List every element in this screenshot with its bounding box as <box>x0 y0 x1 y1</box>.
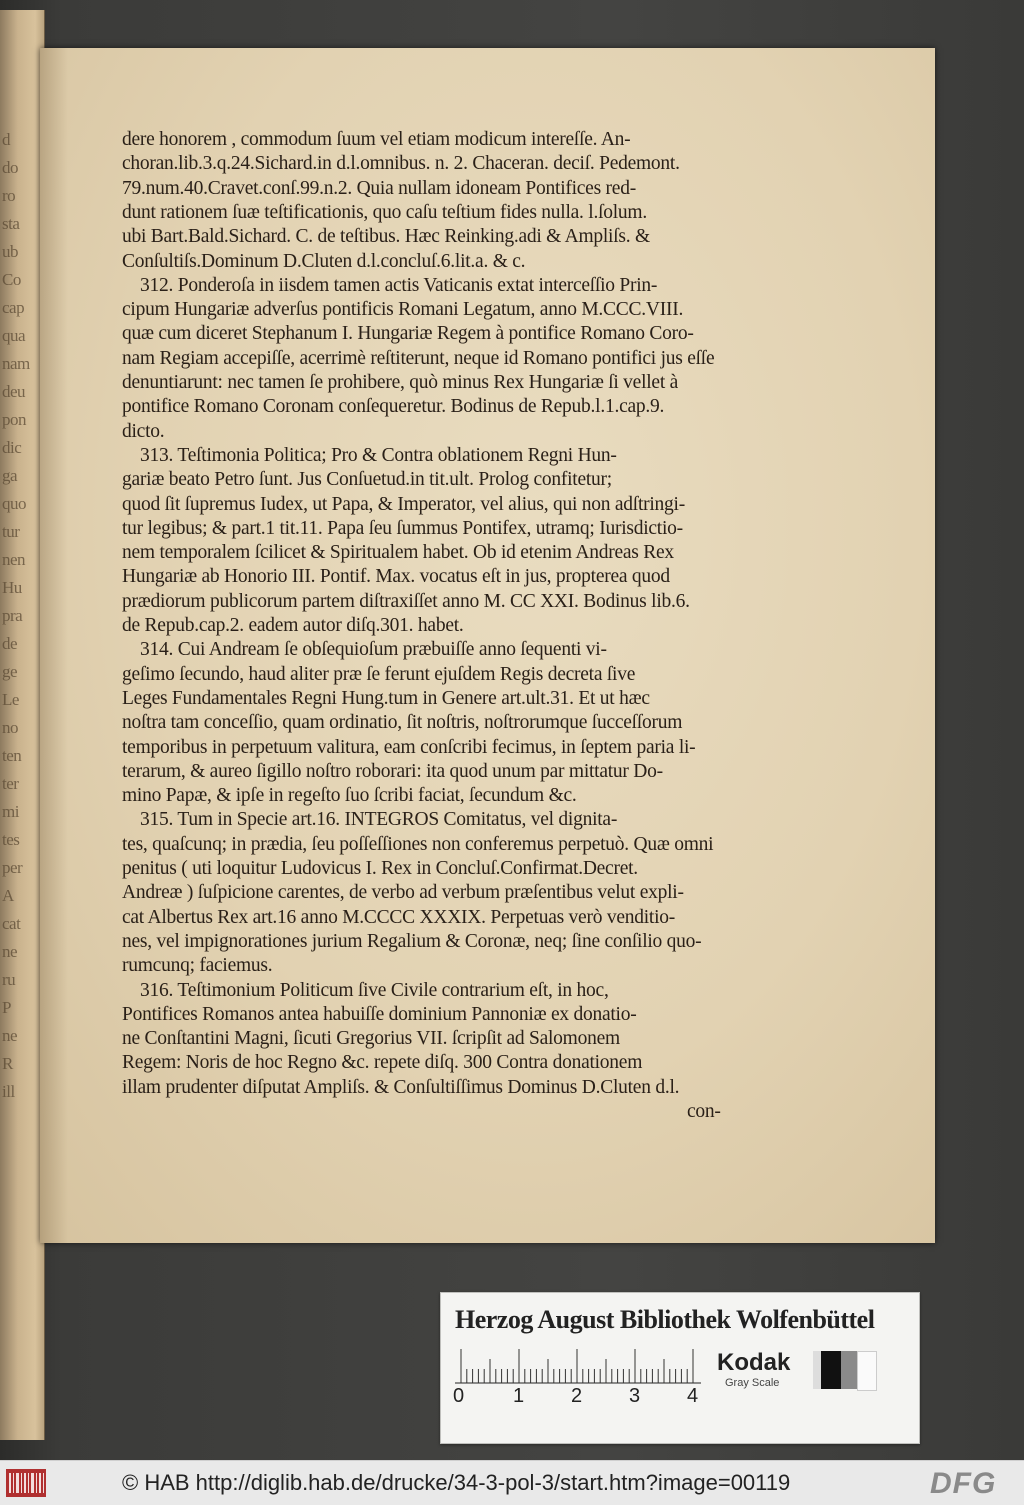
text-line: gariæ beato Petro ſunt. Jus Conſuetud.in tit.ult. Prolog confitetur; <box>122 469 612 491</box>
text-line: tur legibus; & part.1 tit.11. Papa ſeu ſummus Pontifex, utramq; Iurisdictio- <box>122 517 683 539</box>
strip-glyph: Hu <box>2 578 22 597</box>
text-line: tes, quaſcunq; in prædia, ſeu poſſeſſiones non conferemus perpetuò. Quæ omni <box>122 833 714 855</box>
text-line: 316. Teſtimonium Politicum ſive Civile contrarium eſt, in hoc, <box>140 979 609 1001</box>
strip-glyph: nen <box>2 550 26 569</box>
ruler-scale <box>455 1345 701 1385</box>
text-line: Leges Fundamentales Regni Hung.tum in Genere art.ult.31. Et ut hæc <box>122 687 650 709</box>
strip-glyph: pon <box>2 410 26 429</box>
text-line: Pontifices Romanos antea habuiſſe dominium Pannoniæ ex donatio- <box>122 1003 637 1025</box>
text-line: rumcunq; faciemus. <box>122 955 273 977</box>
strip-glyph: pra <box>2 606 23 625</box>
strip-glyph: sta <box>2 214 20 233</box>
text-line: choran.lib.3.q.24.Sichard.in d.l.omnibus. n. 2. Chaceran. deciſ. Pedemont. <box>122 153 680 175</box>
strip-glyph: quo <box>2 494 26 513</box>
strip-glyph: ru <box>2 970 16 989</box>
text-line: terarum, & aureo ſigillo noſtro roborari: ita quod unum par mittatur Do- <box>122 760 663 782</box>
gray-swatch-mid <box>841 1351 857 1389</box>
strip-glyph: tur <box>2 522 20 541</box>
text-line: nes, vel impignorationes jurium Regalium & Coronæ, neq; ſine conſilio quo- <box>122 930 702 952</box>
text-line: nam Regiam accepiſſe, acerrimè reſtiterunt, neque id Romano pontifici jus eſſe <box>122 347 715 369</box>
text-line: dunt rationem ſuæ teſtificationis, quo caſu teſtium fides nulla. l.ſolum. <box>122 201 647 223</box>
text-line: penitus ( uti loquitur Ludovicus I. Rex in Concluſ.Confirmat.Decret. <box>122 858 638 879</box>
strip-glyph: A <box>2 886 14 905</box>
strip-glyph: ga <box>2 466 18 485</box>
text-line: Conſultiſs.Dominum D.Cluten d.l.concluſ.6.lit.a. & c. <box>122 250 526 272</box>
text-line: con- <box>687 1101 721 1122</box>
text-line: prædiorum publicorum partem diſtraxiſſet anno M. CC XXI. Bodinus lib.6. <box>122 590 690 612</box>
adjacent-page-strip <box>0 10 45 1440</box>
footer-bar <box>0 1460 1024 1505</box>
strip-glyph: cat <box>2 914 21 933</box>
strip-glyph: dic <box>2 438 22 457</box>
strip-glyph: ter <box>2 774 19 793</box>
strip-glyph: ro <box>2 186 16 205</box>
strip-glyph: per <box>2 858 23 877</box>
text-line: temporibus in perpetuum valitura, eam conſcribi fecimus, in ſeptem paria li- <box>122 736 696 758</box>
text-line: cat Albertus Rex art.16 anno M.CCCC XXXIX. Perpetuas verò venditio- <box>122 906 675 928</box>
dfg-logo: DFG <box>930 1467 997 1500</box>
strip-glyph: ge <box>2 662 18 681</box>
copyright-url[interactable]: © HAB http://diglib.hab.de/drucke/34-3-pol-3/start.htm?image=00119 <box>122 1470 791 1495</box>
text-line: Hungariæ ab Honorio III. Pontif. Max. vocatus eſt in jus, propterea quod <box>122 566 670 588</box>
text-line: pontifice Romano Coronam conſequeretur. Bodinus de Repub.l.1.cap.9. <box>122 396 665 418</box>
color-reference-card <box>440 1292 920 1444</box>
library-name: Herzog August Bibliothek Wolfenbüttel <box>455 1305 875 1334</box>
text-line: illam prudenter diſputat Ampliſs. & Conſultiſſimus Dominus D.Cluten d.l. <box>122 1076 680 1098</box>
text-line: cipum Hungariæ adverſus pontificis Romani Legatum, anno M.CCC.VIII. <box>122 299 684 321</box>
ruler-number: 3 <box>629 1385 641 1407</box>
text-line: nem temporalem ſcilicet & Spiritualem habet. Ob id etenim Andreas Rex <box>122 542 674 564</box>
strip-glyph: R <box>2 1054 13 1073</box>
strip-glyph: d <box>2 130 10 149</box>
ruler-number: 1 <box>513 1385 525 1407</box>
text-line: dere honorem , commodum ſuum vel etiam modicum intereſſe. An- <box>122 129 631 150</box>
strip-glyph: ne <box>2 1026 18 1045</box>
strip-glyph: nam <box>2 354 30 373</box>
text-line: 79.num.40.Cravet.conſ.99.n.2. Quia nullam idoneam Pontifices red- <box>122 177 636 199</box>
book-page <box>40 48 935 1243</box>
text-line: mino Papæ, & ipſe in regeſto ſuo ſcribi faciat, ſecundum &c. <box>122 785 577 807</box>
text-line: ne Conſtantini Magni, ſicuti Gregorius VII. ſcripſit ad Salomonem <box>122 1028 620 1050</box>
strip-glyph: P <box>2 998 11 1017</box>
kodak-logo: Kodak <box>717 1349 791 1376</box>
ruler-number: 2 <box>571 1385 583 1407</box>
strip-glyph: de <box>2 634 18 653</box>
gray-swatch-black <box>821 1351 841 1389</box>
text-line: 313. Teſtimonia Politica; Pro & Contra oblationem Regni Hun- <box>140 444 617 466</box>
text-line: 315. Tum in Specie art.16. INTEGROS Comitatus, vel dignita- <box>140 809 618 831</box>
strip-glyph: Le <box>2 690 19 709</box>
strip-glyph: do <box>2 158 18 177</box>
ruler-number: 0 <box>453 1385 465 1407</box>
text-line: ubi Bart.Bald.Sichard. C. de teſtibus. Hæc Reinking.adi & Ampliſs. & <box>122 226 650 248</box>
strip-glyph: cap <box>2 298 25 317</box>
text-line: quod ſit ſupremus Iudex, ut Papa, & Imperator, vel alius, qui non adſtringi- <box>122 493 685 515</box>
ruler-number: 4 <box>687 1385 699 1407</box>
strip-glyph: deu <box>2 382 26 401</box>
text-line: noſtra tam conceſſio, quam ordinatio, ſit noſtris, noſtrorumque ſucceſſorum <box>122 712 683 734</box>
text-line: denuntiarunt: nec tamen ſe prohibere, quò minus Rex Hungariæ ſi vellet à <box>122 372 679 393</box>
gray-scale-label: Gray Scale <box>725 1377 780 1389</box>
strip-glyph: qua <box>2 326 26 345</box>
barcode-icon <box>6 1469 46 1497</box>
strip-glyph: ub <box>2 242 18 261</box>
strip-glyph: Co <box>2 270 21 289</box>
strip-glyph: ne <box>2 942 18 961</box>
text-line: quæ cum diceret Stephanum I. Hungariæ Regem à pontifice Romano Coro- <box>122 323 694 345</box>
strip-glyph: mi <box>2 802 19 821</box>
text-line: Regem: Noris de hoc Regno &c. repete diſq. 300 Contra donationem <box>122 1052 643 1074</box>
strip-glyph: tes <box>2 830 20 849</box>
gray-swatch-light <box>813 1351 821 1389</box>
text-line: 312. Ponderoſa in iisdem tamen actis Vaticanis extat interceſſio Prin- <box>140 274 658 296</box>
strip-glyph: ten <box>2 746 22 765</box>
strip-glyph: ill <box>2 1082 15 1101</box>
text-line: dicto. <box>122 420 165 442</box>
strip-glyph: no <box>2 718 18 737</box>
text-line: Andreæ ) ſuſpicione carentes, de verbo ad verbum præſentibus velut expli- <box>122 882 684 904</box>
text-line: 314. Cui Andream ſe obſequioſum præbuiſſe anno ſequenti vi- <box>140 639 607 661</box>
text-line: de Repub.cap.2. eadem autor diſq.301. habet. <box>122 615 464 636</box>
text-line: geſimo ſecundo, haud aliter præ ſe ferunt ejuſdem Regis decreta ſive <box>122 663 636 685</box>
gray-swatch-white <box>857 1351 877 1391</box>
